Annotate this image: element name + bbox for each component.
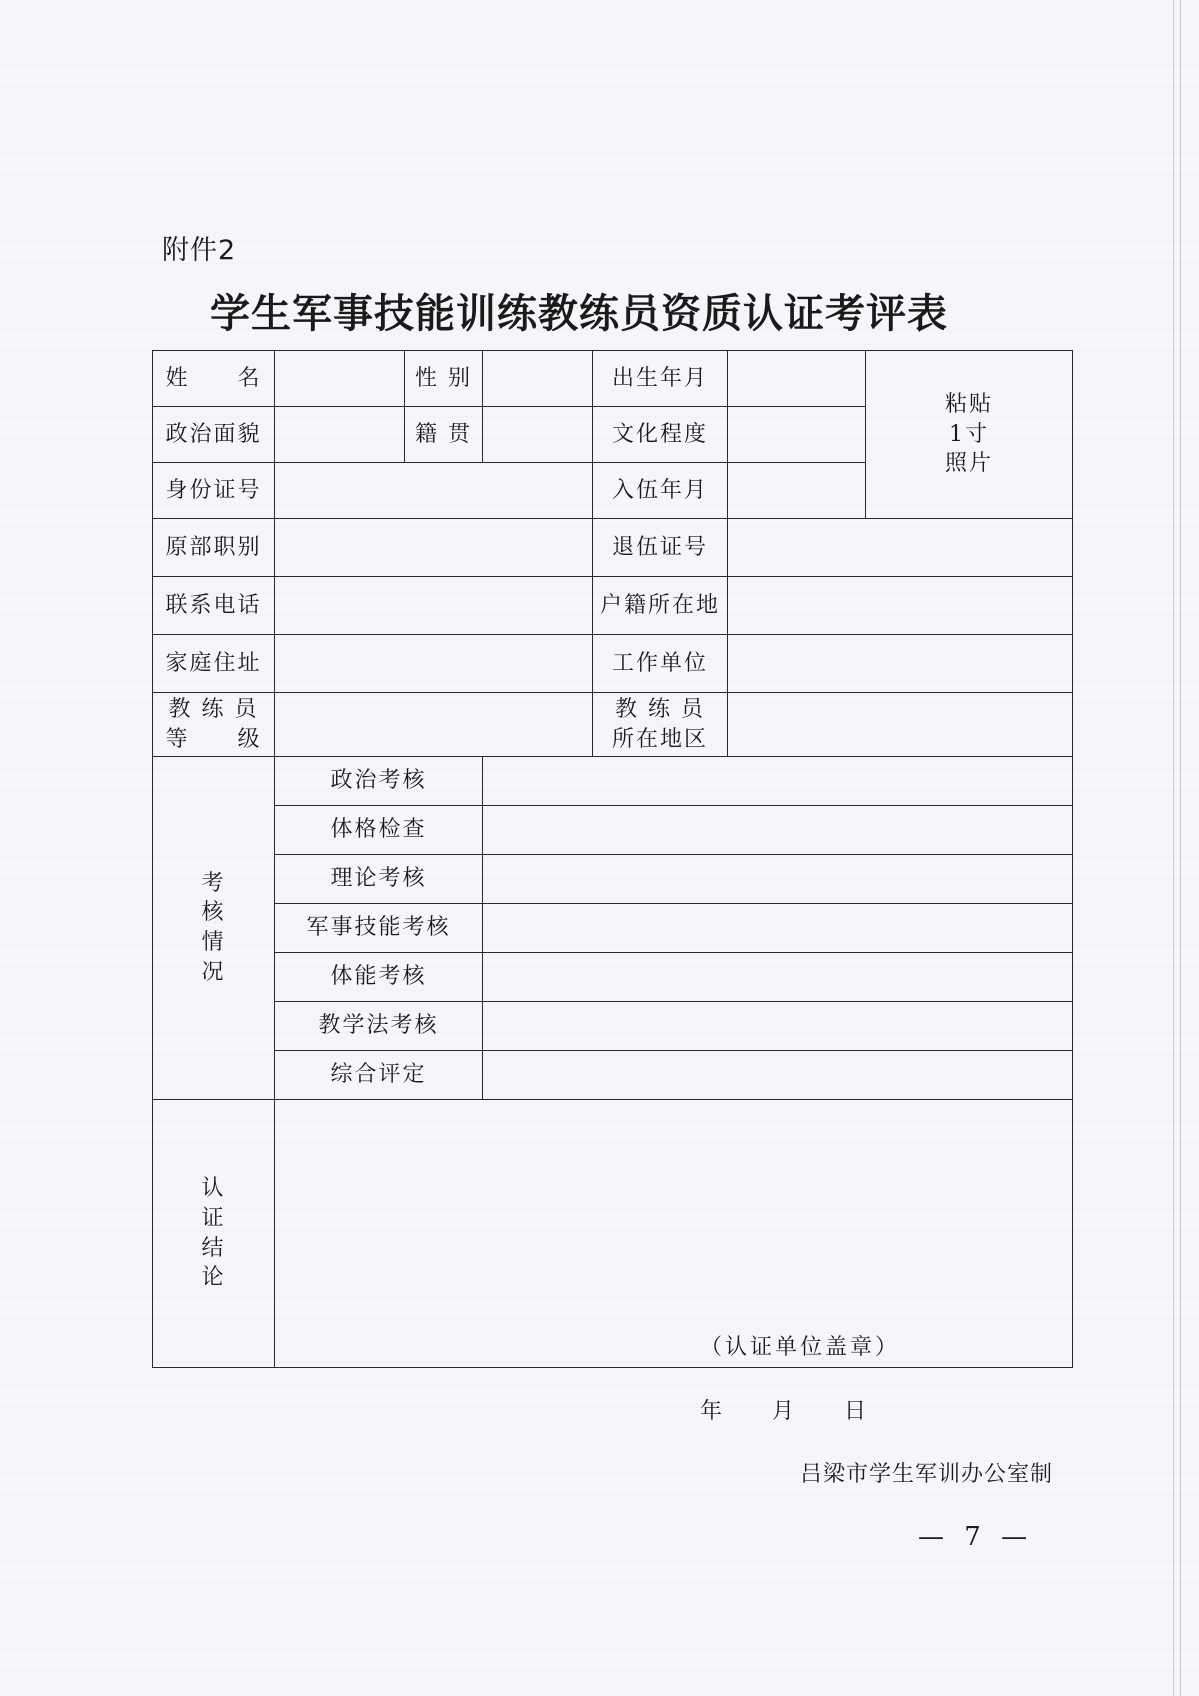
native-field[interactable]: [483, 407, 593, 463]
coach-region-label: 教 练 员 所在地区: [593, 693, 728, 757]
assessment-row: [153, 1002, 1073, 1051]
name-label: 姓 名: [153, 351, 275, 407]
assessment-item-field[interactable]: [483, 1051, 1073, 1100]
conclusion-row: [153, 1100, 1073, 1368]
assessment-item-field[interactable]: [483, 1002, 1073, 1051]
education-field[interactable]: [728, 407, 866, 463]
address-label: 家庭住址: [153, 635, 275, 693]
assessment-row: [153, 757, 1073, 806]
former-post-field[interactable]: [275, 519, 593, 577]
address-field[interactable]: [275, 635, 593, 693]
assessment-item-label: 政治考核: [275, 757, 483, 806]
page-edge-lines: [1173, 0, 1181, 1696]
assessment-item-field[interactable]: [483, 953, 1073, 1002]
form-row: [153, 693, 1073, 757]
enlist-field[interactable]: [728, 463, 866, 519]
assessment-item-field[interactable]: [483, 855, 1073, 904]
assessment-row: [153, 904, 1073, 953]
enlist-label: 入伍年月: [593, 463, 728, 519]
former-post-label: 原部职别: [153, 519, 275, 577]
gender-label: 性 别: [405, 351, 483, 407]
political-label: 政治面貌: [153, 407, 275, 463]
phone-field[interactable]: [275, 577, 593, 635]
coach-region-field[interactable]: [728, 693, 1073, 757]
conclusion-label: 认 证 结 论: [153, 1100, 275, 1368]
assessment-item-label: 体格检查: [275, 806, 483, 855]
assessment-section-label: 考 核 情 况: [153, 757, 275, 1100]
education-label: 文化程度: [593, 407, 728, 463]
form-row: [153, 635, 1073, 693]
assessment-item-label: 综合评定: [275, 1051, 483, 1100]
assessment-row: [153, 953, 1073, 1002]
discharge-no-label: 退伍证号: [593, 519, 728, 577]
maker-credit: 吕梁市学生军训办公室制: [800, 1462, 1054, 1487]
conclusion-field[interactable]: [275, 1100, 1073, 1368]
form-row: [153, 351, 1073, 407]
political-field[interactable]: [275, 407, 405, 463]
assessment-item-label: 体能考核: [275, 953, 483, 1002]
assessment-item-field[interactable]: [483, 904, 1073, 953]
discharge-no-field[interactable]: [728, 519, 1073, 577]
page-number: — 7 —: [918, 1522, 1034, 1552]
gender-field[interactable]: [483, 351, 593, 407]
certification-form-table: [152, 350, 1073, 1368]
photo-placeholder[interactable]: 粘贴 1寸 照片: [866, 351, 1073, 519]
assessment-row: [153, 1051, 1073, 1100]
assessment-row: [153, 855, 1073, 904]
coach-level-field[interactable]: [275, 693, 593, 757]
assessment-item-label: 理论考核: [275, 855, 483, 904]
form-row: [153, 519, 1073, 577]
id-number-label: 身份证号: [153, 463, 275, 519]
assessment-item-label: 军事技能考核: [275, 904, 483, 953]
phone-label: 联系电话: [153, 577, 275, 635]
id-number-field[interactable]: [275, 463, 593, 519]
assessment-item-field[interactable]: [483, 757, 1073, 806]
name-field[interactable]: [275, 351, 405, 407]
attachment-label: 附件2: [162, 235, 237, 266]
native-label: 籍 贯: [405, 407, 483, 463]
date-line: 年 月 日: [700, 1399, 869, 1424]
assessment-item-label: 教学法考核: [275, 1002, 483, 1051]
work-unit-field[interactable]: [728, 635, 1073, 693]
stamp-note: （认证单位盖章）: [700, 1335, 901, 1360]
birth-field[interactable]: [728, 351, 866, 407]
coach-level-label: 教 练 员 等 级: [153, 693, 275, 757]
work-unit-label: 工作单位: [593, 635, 728, 693]
household-label: 户籍所在地: [593, 577, 728, 635]
assessment-item-field[interactable]: [483, 806, 1073, 855]
household-field[interactable]: [728, 577, 1073, 635]
assessment-row: [153, 806, 1073, 855]
birth-label: 出生年月: [593, 351, 728, 407]
form-row: [153, 577, 1073, 635]
form-title: 学生军事技能训练教练员资质认证考评表: [210, 290, 948, 337]
